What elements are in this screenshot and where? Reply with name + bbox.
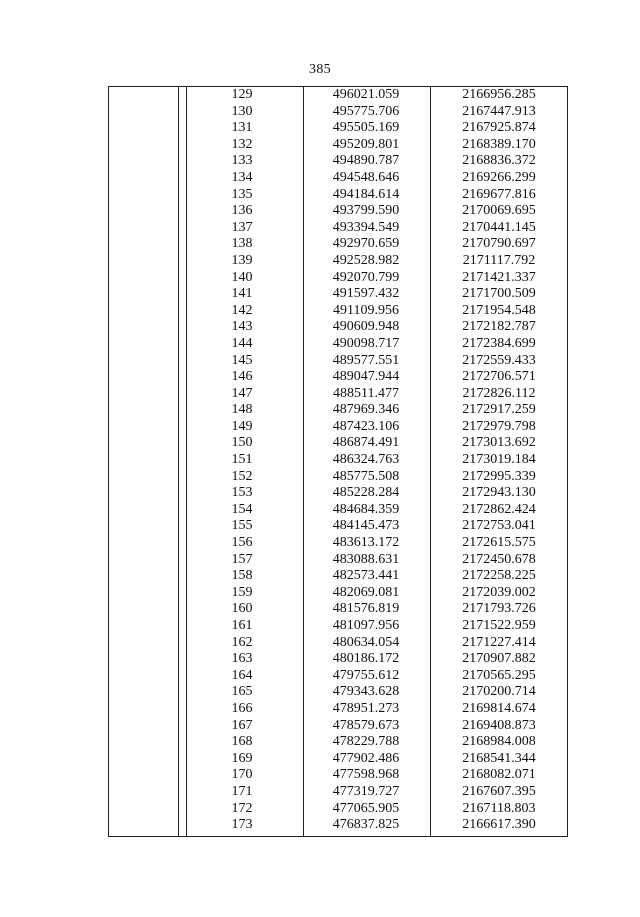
- y-coordinate-cell: 2172559.433: [462, 352, 536, 368]
- point-number-cell: 148: [231, 402, 253, 418]
- x-coordinate-cell: 495209.801: [332, 136, 400, 152]
- y-coordinate-cell: 2169677.816: [462, 186, 536, 202]
- x-coordinate-cell: 485228.284: [332, 485, 400, 501]
- table-row: [108, 817, 568, 834]
- point-number-cell: 160: [231, 601, 253, 617]
- table-row: [108, 535, 568, 552]
- x-coordinate-cell: 496021.059: [332, 87, 400, 102]
- point-number-cell: 163: [231, 651, 253, 667]
- y-coordinate-cell: 2172826.112: [462, 385, 536, 401]
- x-coordinate-cell: 490609.948: [332, 319, 400, 335]
- y-coordinate-cell: 2172995.339: [462, 468, 536, 484]
- point-number-cell: 164: [231, 667, 253, 683]
- y-coordinate-cell: 2172862.424: [462, 501, 536, 517]
- table-row: [108, 452, 568, 469]
- point-number-cell: 152: [231, 468, 253, 484]
- table-row: [108, 751, 568, 768]
- x-coordinate-cell: 492070.799: [332, 269, 400, 285]
- table-row: [108, 767, 568, 784]
- y-coordinate-cell: 2171522.959: [462, 618, 536, 633]
- y-coordinate-cell: 2172943.130: [462, 485, 536, 501]
- y-coordinate-cell: 2172182.787: [462, 319, 536, 335]
- x-coordinate-cell: 478951.273: [332, 700, 400, 716]
- point-number-cell: 150: [231, 435, 253, 451]
- y-coordinate-cell: 2172753.041: [462, 518, 536, 534]
- point-number-cell: 167: [231, 717, 253, 733]
- y-coordinate-cell: 2168541.344: [462, 750, 536, 766]
- x-coordinate-cell: 486324.763: [332, 452, 400, 468]
- x-coordinate-cell: 484145.473: [332, 518, 400, 534]
- x-coordinate-cell: 477598.968: [332, 767, 400, 783]
- table-bottom-border: [108, 836, 568, 837]
- x-coordinate-cell: 477902.486: [332, 750, 400, 766]
- point-number-cell: 130: [231, 103, 253, 119]
- x-coordinate-cell: 494184.614: [332, 186, 400, 202]
- table-row: [108, 419, 568, 436]
- point-number-cell: 136: [231, 203, 253, 219]
- point-number-cell: 153: [231, 485, 253, 501]
- point-number-cell: 156: [231, 535, 253, 551]
- table-row: [108, 801, 568, 818]
- point-number-cell: 166: [231, 700, 253, 716]
- point-number-cell: 170: [231, 767, 253, 783]
- point-number-cell: 155: [231, 518, 253, 534]
- table-row: [108, 203, 568, 220]
- point-number-cell: 132: [231, 136, 253, 152]
- table-row: [108, 784, 568, 801]
- point-number-cell: 162: [231, 634, 253, 650]
- x-coordinate-cell: 489577.551: [332, 352, 400, 368]
- y-coordinate-cell: 2169266.299: [462, 169, 536, 185]
- point-number-cell: 133: [231, 153, 253, 169]
- table-row: [108, 635, 568, 652]
- table-row: [108, 303, 568, 320]
- table-row: [108, 734, 568, 751]
- x-coordinate-cell: 479343.628: [332, 684, 400, 700]
- table-row: [108, 518, 568, 535]
- point-number-cell: 168: [231, 734, 253, 750]
- x-coordinate-cell: 487969.346: [332, 402, 400, 418]
- point-number-cell: 134: [231, 169, 253, 185]
- table-row: [108, 386, 568, 403]
- table-row: [108, 469, 568, 486]
- point-number-cell: 141: [231, 286, 253, 302]
- x-coordinate-cell: 478229.788: [332, 734, 400, 750]
- table-row: [108, 402, 568, 419]
- table-row: [108, 485, 568, 502]
- table-row: [108, 651, 568, 668]
- x-coordinate-cell: 488511.477: [333, 385, 399, 401]
- y-coordinate-cell: 2167925.874: [462, 120, 536, 136]
- point-number-cell: 172: [231, 800, 253, 816]
- point-number-cell: 145: [231, 352, 253, 368]
- table-row: [108, 153, 568, 170]
- table-row: [108, 369, 568, 386]
- table-row: [108, 104, 568, 121]
- y-coordinate-cell: 2173019.184: [462, 452, 536, 468]
- x-coordinate-cell: 492528.982: [332, 252, 400, 268]
- table-row: [108, 270, 568, 287]
- table-row: [108, 137, 568, 154]
- x-coordinate-cell: 491109.956: [333, 302, 399, 318]
- y-coordinate-cell: 2172706.571: [462, 369, 536, 385]
- x-coordinate-cell: 476837.825: [332, 817, 400, 833]
- point-number-cell: 154: [231, 501, 253, 517]
- y-coordinate-cell: 2169408.873: [462, 717, 536, 733]
- point-number-cell: 151: [231, 452, 253, 468]
- y-coordinate-cell: 2171700.509: [462, 286, 536, 302]
- x-coordinate-cell: 485775.508: [332, 468, 400, 484]
- table-row: [108, 353, 568, 370]
- y-coordinate-cell: 2172039.002: [462, 584, 536, 600]
- x-coordinate-cell: 495775.706: [332, 103, 400, 119]
- table-row: [108, 87, 568, 104]
- table-row: [108, 701, 568, 718]
- point-number-cell: 144: [231, 335, 253, 351]
- point-number-cell: 129: [231, 87, 253, 102]
- x-coordinate-cell: 483088.631: [332, 551, 400, 567]
- page-number: 385: [309, 62, 331, 77]
- x-coordinate-cell: 481097.956: [332, 618, 400, 633]
- x-coordinate-cell: 477065.905: [332, 800, 400, 816]
- table-row: [108, 253, 568, 270]
- y-coordinate-cell: 2170069.695: [462, 203, 536, 219]
- y-coordinate-cell: 2172615.575: [462, 535, 536, 551]
- table-row: [108, 601, 568, 618]
- point-number-cell: 171: [231, 783, 253, 799]
- x-coordinate-cell: 482573.441: [332, 568, 400, 584]
- table-row: [108, 618, 568, 635]
- y-coordinate-cell: 2172258.225: [462, 568, 536, 584]
- x-coordinate-cell: 494890.787: [332, 153, 400, 169]
- point-number-cell: 143: [231, 319, 253, 335]
- y-coordinate-cell: 2166956.285: [462, 87, 536, 102]
- y-coordinate-cell: 2171227.414: [462, 634, 536, 650]
- table-row: [108, 236, 568, 253]
- y-coordinate-cell: 2167607.395: [462, 783, 536, 799]
- y-coordinate-cell: 2167447.913: [462, 103, 536, 119]
- point-number-cell: 165: [231, 684, 253, 700]
- y-coordinate-cell: 2168082.071: [462, 767, 536, 783]
- point-number-cell: 140: [231, 269, 253, 285]
- x-coordinate-cell: 491597.432: [332, 286, 400, 302]
- point-number-cell: 161: [231, 618, 253, 633]
- table-row: [108, 502, 568, 519]
- point-number-cell: 138: [231, 236, 253, 252]
- point-number-cell: 146: [231, 369, 253, 385]
- x-coordinate-cell: 487423.106: [332, 418, 400, 434]
- table-row: [108, 435, 568, 452]
- y-coordinate-cell: 2172384.699: [462, 335, 536, 351]
- point-number-cell: 149: [231, 418, 253, 434]
- y-coordinate-cell: 2171421.337: [462, 269, 536, 285]
- y-coordinate-cell: 2173013.692: [462, 435, 536, 451]
- table-body: [108, 87, 568, 834]
- x-coordinate-cell: 483613.172: [332, 535, 400, 551]
- x-coordinate-cell: 486874.491: [332, 435, 400, 451]
- x-coordinate-cell: 493394.549: [332, 219, 400, 235]
- x-coordinate-cell: 484684.359: [332, 501, 400, 517]
- table-row: [108, 718, 568, 735]
- y-coordinate-cell: 2167118.803: [462, 800, 536, 816]
- y-coordinate-cell: 2168836.372: [462, 153, 536, 169]
- point-number-cell: 157: [231, 551, 253, 567]
- table-row: [108, 187, 568, 204]
- table-row: [108, 568, 568, 585]
- table-row: [108, 336, 568, 353]
- y-coordinate-cell: 2172450.678: [462, 551, 536, 567]
- x-coordinate-cell: 495505.169: [332, 120, 400, 136]
- y-coordinate-cell: 2168389.170: [462, 136, 536, 152]
- y-coordinate-cell: 2171117.792: [462, 252, 536, 268]
- table-row: [108, 668, 568, 685]
- table-row: [108, 585, 568, 602]
- x-coordinate-cell: 490098.717: [332, 335, 400, 351]
- y-coordinate-cell: 2171954.548: [462, 302, 536, 318]
- x-coordinate-cell: 477319.727: [332, 783, 400, 799]
- y-coordinate-cell: 2171793.726: [462, 601, 536, 617]
- x-coordinate-cell: 492970.659: [332, 236, 400, 252]
- y-coordinate-cell: 2170790.697: [462, 236, 536, 252]
- x-coordinate-cell: 481576.819: [332, 601, 400, 617]
- table-row: [108, 120, 568, 137]
- point-number-cell: 142: [231, 302, 253, 318]
- y-coordinate-cell: 2170441.145: [462, 219, 536, 235]
- y-coordinate-cell: 2168984.008: [462, 734, 536, 750]
- x-coordinate-cell: 478579.673: [332, 717, 400, 733]
- point-number-cell: 131: [231, 120, 253, 136]
- x-coordinate-cell: 480634.054: [332, 634, 400, 650]
- table-row: [108, 319, 568, 336]
- table-row: [108, 170, 568, 187]
- table-row: [108, 684, 568, 701]
- x-coordinate-cell: 480186.172: [332, 651, 400, 667]
- point-number-cell: 173: [231, 817, 253, 833]
- y-coordinate-cell: 2170565.295: [462, 667, 536, 683]
- point-number-cell: 169: [231, 750, 253, 766]
- coordinate-table: [108, 86, 568, 836]
- y-coordinate-cell: 2172979.798: [462, 418, 536, 434]
- x-coordinate-cell: 489047.944: [332, 369, 400, 385]
- point-number-cell: 137: [231, 219, 253, 235]
- x-coordinate-cell: 494548.646: [332, 169, 400, 185]
- y-coordinate-cell: 2166617.390: [462, 817, 536, 833]
- y-coordinate-cell: 2169814.674: [462, 700, 536, 716]
- point-number-cell: 139: [231, 252, 253, 268]
- y-coordinate-cell: 2170200.714: [462, 684, 536, 700]
- table-row: [108, 552, 568, 569]
- point-number-cell: 147: [231, 385, 253, 401]
- y-coordinate-cell: 2172917.259: [462, 402, 536, 418]
- table-row: [108, 286, 568, 303]
- point-number-cell: 159: [231, 584, 253, 600]
- point-number-cell: 158: [231, 568, 253, 584]
- y-coordinate-cell: 2170907.882: [462, 651, 536, 667]
- x-coordinate-cell: 493799.590: [332, 203, 400, 219]
- x-coordinate-cell: 482069.081: [332, 584, 400, 600]
- x-coordinate-cell: 479755.612: [332, 667, 400, 683]
- table-row: [108, 220, 568, 237]
- point-number-cell: 135: [231, 186, 253, 202]
